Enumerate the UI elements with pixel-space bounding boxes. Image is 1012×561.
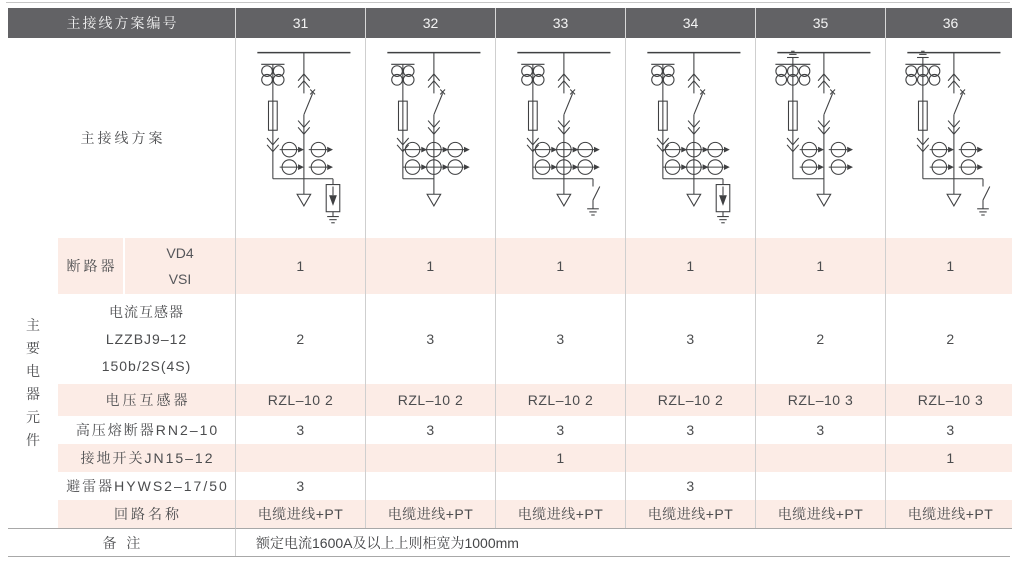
value-cell: [755, 444, 885, 472]
value-cell: 3: [365, 416, 495, 444]
wiring-diagram-35: [756, 41, 885, 235]
scheme-number-33: 33: [495, 8, 625, 38]
wiring-diagram-31: [236, 41, 365, 235]
value-cell: RZL–10 2: [365, 384, 495, 416]
value-cell: 2: [885, 294, 1012, 384]
wiring-diagram-34: [626, 41, 755, 235]
value-cell: 电缆进线+PT: [235, 500, 365, 528]
value-cell: 1: [495, 238, 625, 294]
value-cell: 1: [885, 238, 1012, 294]
wiring-diagram-cell-32: [365, 38, 495, 238]
value-cell: 电缆进线+PT: [495, 500, 625, 528]
value-cell: 3: [495, 416, 625, 444]
value-cell: [885, 472, 1012, 500]
value-cell: 电缆进线+PT: [365, 500, 495, 528]
breaker-type: VD4 VSI: [123, 238, 235, 294]
value-cell: 3: [495, 294, 625, 384]
wiring-diagram-cell-34: [625, 38, 755, 238]
wiring-diagram-33: [496, 41, 625, 235]
wiring-diagram-cell-31: [235, 38, 365, 238]
wiring-diagram-cell-35: [755, 38, 885, 238]
remark-label: 备 注: [8, 528, 235, 556]
value-cell: 1: [235, 238, 365, 294]
value-cell: 3: [365, 294, 495, 384]
remark-text: 额定电流1600A及以上上则柜宽为1000mm: [235, 528, 1012, 556]
row-label-arrester: 避雷器HYWS2–17/50: [66, 478, 229, 494]
value-cell: RZL–10 2: [495, 384, 625, 416]
value-cell: 1: [625, 238, 755, 294]
wiring-diagram-32: [366, 41, 495, 235]
value-cell: 1: [495, 444, 625, 472]
value-cell: RZL–10 3: [885, 384, 1012, 416]
value-cell: 电缆进线+PT: [755, 500, 885, 528]
scheme-number-36: 36: [885, 8, 1012, 38]
scheme-number-31: 31: [235, 8, 365, 38]
value-cell: 3: [235, 472, 365, 500]
value-cell: [495, 472, 625, 500]
row-label-fuse: 高压熔断器RN2–10: [75, 422, 220, 438]
row-label-current-transformer: 电流互感器 LZZBJ9–12 150b/2S(4S): [101, 303, 192, 374]
value-cell: 3: [755, 416, 885, 444]
value-cell: [365, 444, 495, 472]
value-cell: [755, 472, 885, 500]
diagram-row-label: 主接线方案: [80, 130, 166, 146]
scheme-number-32: 32: [365, 8, 495, 38]
value-cell: RZL–10 2: [235, 384, 365, 416]
wiring-diagram-36: [886, 41, 1012, 235]
value-cell: 3: [625, 472, 755, 500]
row-label-breaker: 断路器: [58, 238, 123, 294]
value-cell: 电缆进线+PT: [625, 500, 755, 528]
value-cell: [625, 444, 755, 472]
header-scheme-number-label: 主接线方案编号: [8, 8, 235, 38]
value-cell: 3: [625, 294, 755, 384]
value-cell: 电缆进线+PT: [885, 500, 1012, 528]
value-cell: [235, 444, 365, 472]
value-cell: [365, 472, 495, 500]
scheme-number-35: 35: [755, 8, 885, 38]
wiring-diagram-cell-33: [495, 38, 625, 238]
row-label-circuit-name: 回路名称: [58, 500, 235, 528]
value-cell: 2: [235, 294, 365, 384]
value-cell: 3: [625, 416, 755, 444]
value-cell: 3: [885, 416, 1012, 444]
value-cell: 1: [365, 238, 495, 294]
value-cell: 2: [755, 294, 885, 384]
value-cell: 1: [755, 238, 885, 294]
row-label-earthing-switch: 接地开关JN15–12: [58, 444, 235, 472]
table-top-border: [6, 2, 1010, 3]
scheme-number-34: 34: [625, 8, 755, 38]
value-cell: RZL–10 2: [625, 384, 755, 416]
spec-table: [8, 8, 1010, 557]
value-cell: 3: [235, 416, 365, 444]
value-cell: RZL–10 3: [755, 384, 885, 416]
value-cell: 1: [885, 444, 1012, 472]
wiring-diagram-cell-36: [885, 38, 1012, 238]
row-label-voltage-transformer: 电压互感器: [58, 384, 235, 416]
component-group-label: 主 要 电 器 元 件: [26, 317, 40, 448]
